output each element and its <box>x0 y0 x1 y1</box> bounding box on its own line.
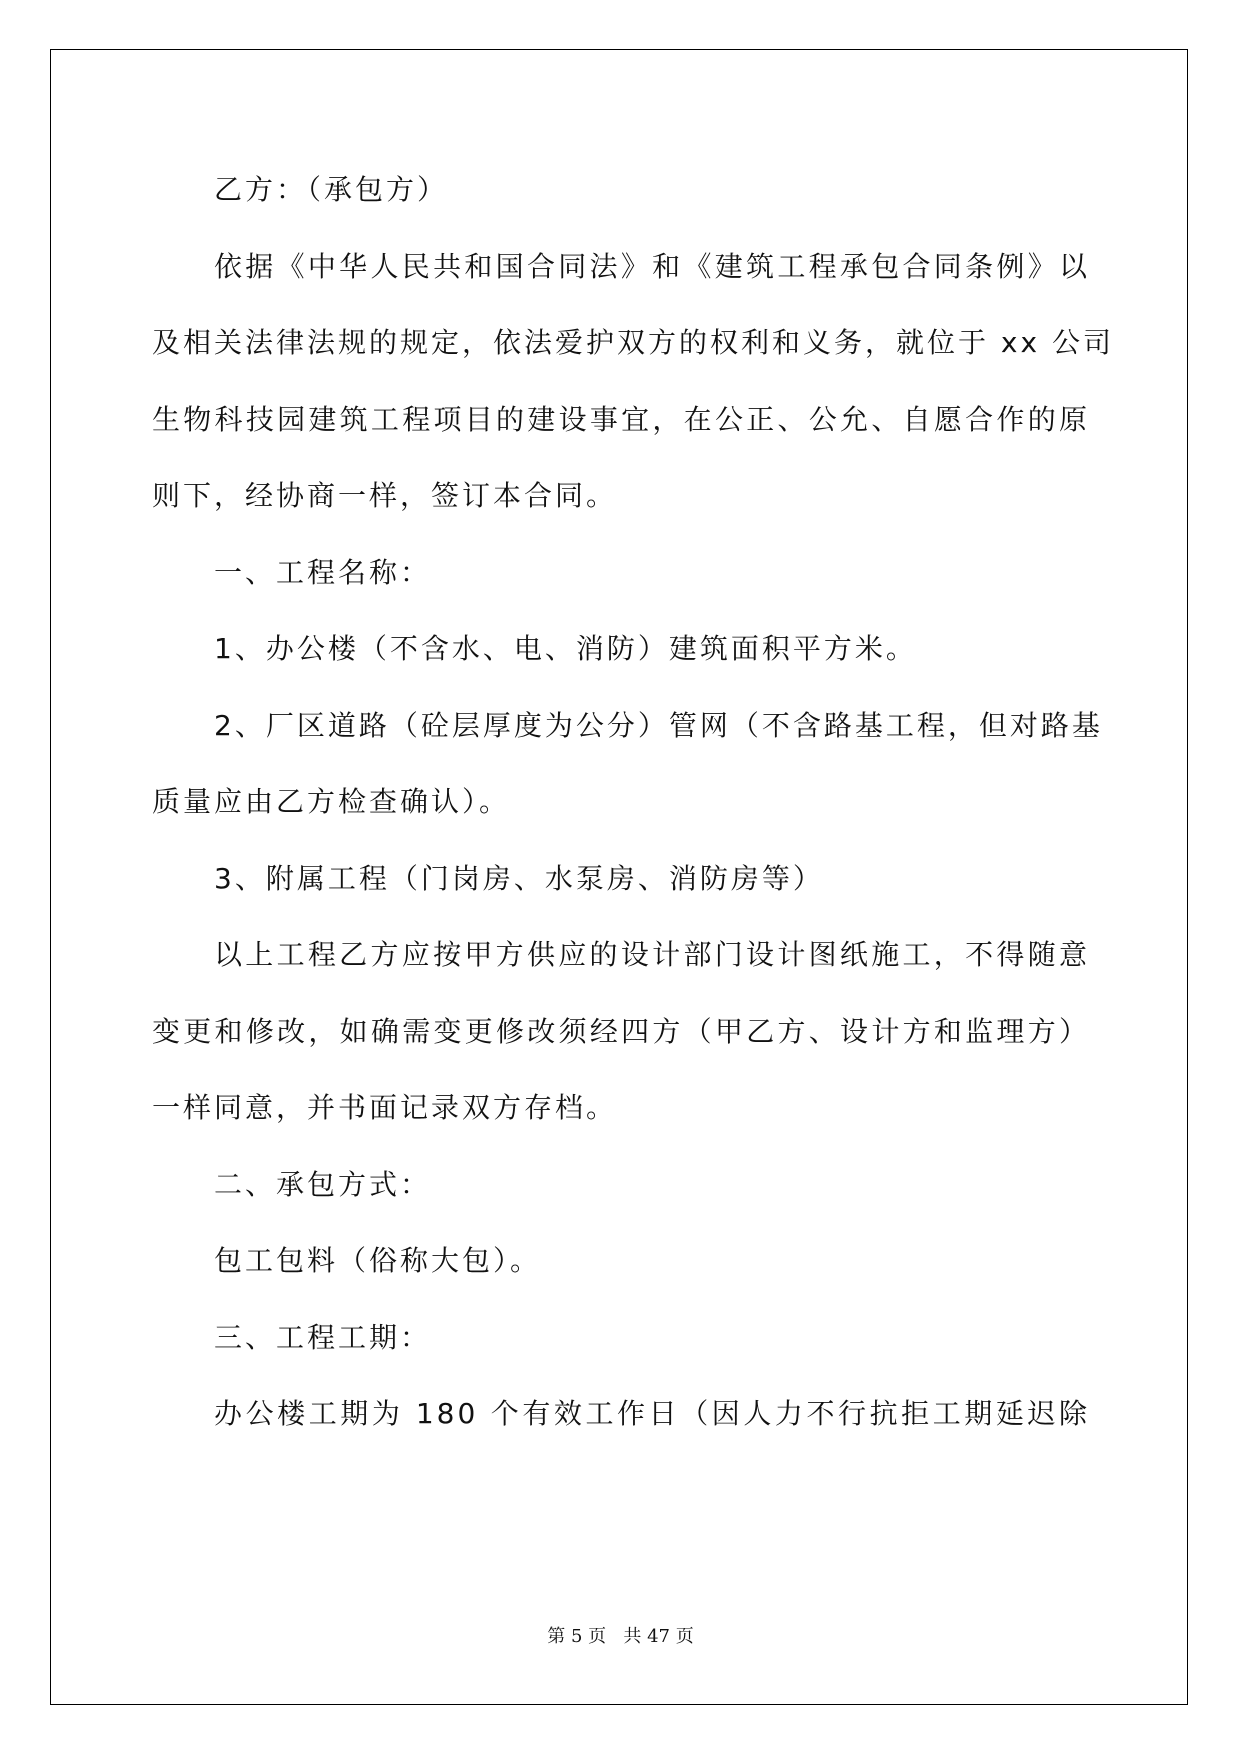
text-line: 乙方：（承包方） <box>214 173 449 206</box>
text-line: 质量应由乙方检查确认）。 <box>152 785 511 818</box>
text-line: 生物科技园建筑工程项目的建设事宜，在公正、公允、自愿合作的原 <box>152 403 1090 436</box>
text-line: 则下，经协商一样，签订本合同。 <box>152 479 618 512</box>
text-line: 1、办公楼（不含水、电、消防）建筑面积平方米。 <box>214 632 917 665</box>
section-heading: 三、工程工期： <box>214 1321 432 1354</box>
page-total: 共 47 页 <box>623 1626 694 1647</box>
section-heading: 一、工程名称： <box>214 556 432 589</box>
page-footer <box>0 1622 1241 1648</box>
text-line: 办公楼工期为 180 个有效工作日（因人力不行抗拒工期延迟除 <box>214 1397 1090 1430</box>
text-line: 以上工程乙方应按甲方供应的设计部门设计图纸施工，不得随意 <box>214 938 1090 971</box>
text-line: 及相关法律法规的规定，依法爱护双方的权利和义务，就位于 xx 公司 <box>152 326 1114 359</box>
text-line: 依据《中华人民共和国合同法》和《建筑工程承包合同条例》以 <box>214 250 1090 283</box>
text-line: 包工包料（俗称大包）。 <box>214 1244 542 1277</box>
text-line: 变更和修改，如确需变更修改须经四方（甲乙方、设计方和监理方） <box>152 1015 1090 1048</box>
section-heading: 二、承包方式： <box>214 1168 432 1201</box>
text-line: 2、厂区道路（砼层厚度为公分）管网（不含路基工程，但对路基 <box>214 709 1103 742</box>
page-number: 第 5 页 <box>547 1626 607 1647</box>
text-line: 一样同意，并书面记录双方存档。 <box>152 1091 618 1124</box>
text-line: 3、附属工程（门岗房、水泵房、消防房等） <box>214 862 824 895</box>
